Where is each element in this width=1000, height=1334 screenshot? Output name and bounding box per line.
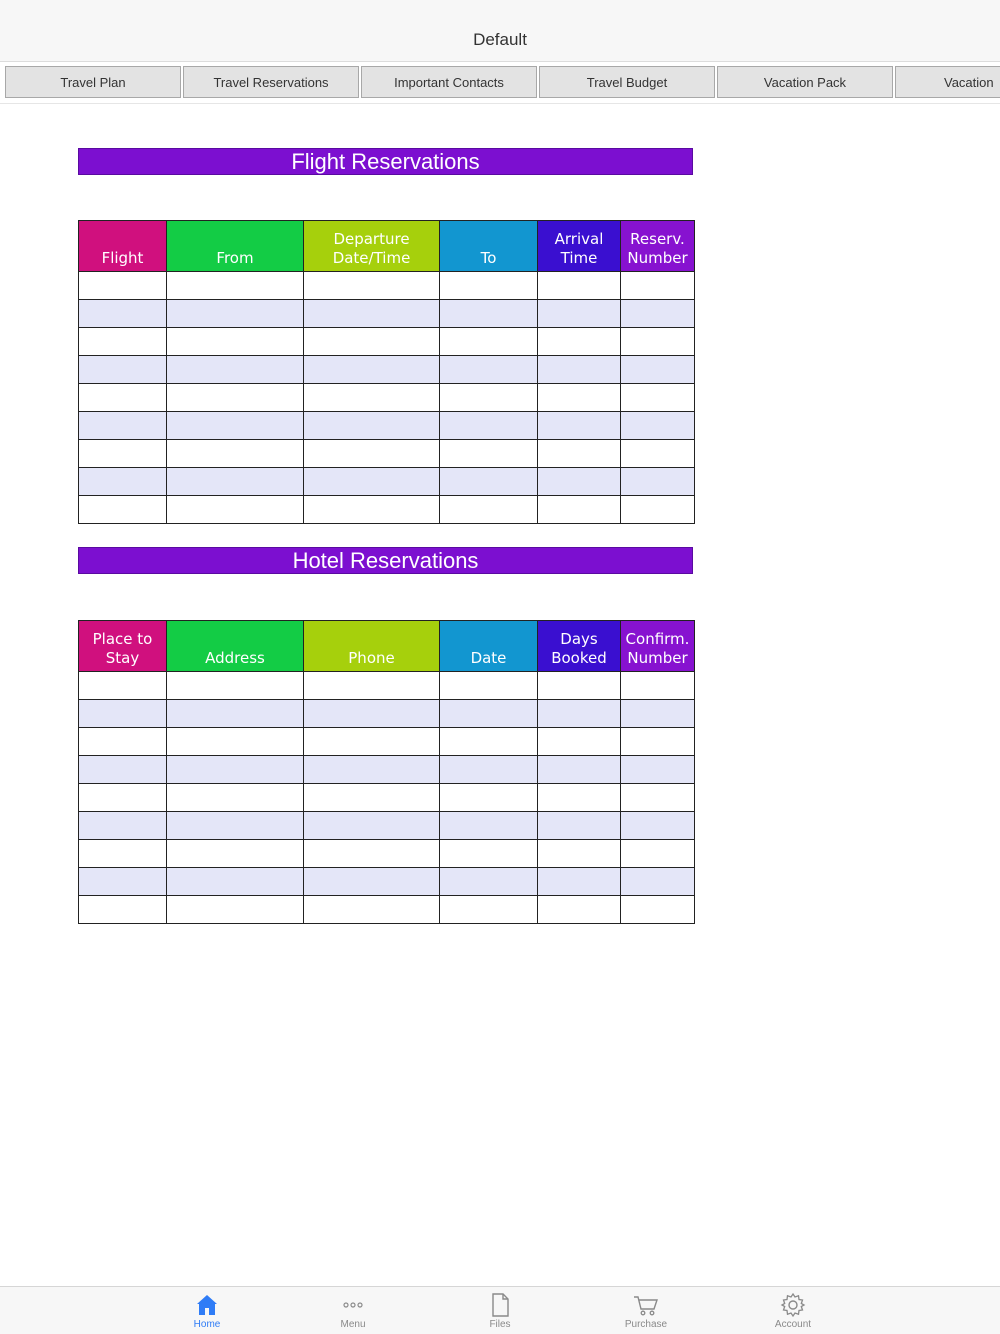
table-cell[interactable] [79,328,167,356]
table-cell[interactable] [621,700,695,728]
table-cell[interactable] [79,868,167,896]
table-cell[interactable] [538,496,621,524]
table-cell[interactable] [167,300,304,328]
navigation-bar [0,0,1000,62]
table-cell[interactable] [621,384,695,412]
table-cell[interactable] [440,700,538,728]
more-icon [313,1291,393,1319]
column-header: Date [440,621,538,672]
table-cell[interactable] [304,412,440,440]
table-cell[interactable] [167,756,304,784]
table-row [79,272,695,300]
table-cell[interactable] [621,328,695,356]
table-row [79,300,695,328]
table-cell[interactable] [538,728,621,756]
table-cell[interactable] [538,440,621,468]
table-cell[interactable] [304,672,440,700]
table-cell[interactable] [538,784,621,812]
table-cell[interactable] [538,672,621,700]
table-cell[interactable] [167,440,304,468]
table-cell[interactable] [440,896,538,924]
table-cell[interactable] [440,868,538,896]
flight-reservations-table [78,220,695,524]
table-cell[interactable] [79,412,167,440]
table-row [79,756,695,784]
table-cell[interactable] [167,700,304,728]
nav-label: Account [774,1319,812,1330]
table-cell[interactable] [79,840,167,868]
table-row [79,812,695,840]
table-cell[interactable] [304,384,440,412]
table-cell[interactable] [538,840,621,868]
page-title: Default [473,30,527,49]
nav-label: Home [193,1319,221,1330]
table-cell[interactable] [538,356,621,384]
table-cell[interactable] [79,300,167,328]
table-cell[interactable] [304,840,440,868]
table-row [79,384,695,412]
table-cell[interactable] [621,728,695,756]
table-cell[interactable] [304,868,440,896]
table-cell[interactable] [440,784,538,812]
table-cell[interactable] [79,896,167,924]
flight-reservations-title: Flight Reservations [78,148,693,175]
table-cell[interactable] [538,812,621,840]
table-cell[interactable] [167,412,304,440]
table-cell[interactable] [304,272,440,300]
table-row [79,840,695,868]
table-cell[interactable] [621,672,695,700]
table-cell[interactable] [304,756,440,784]
table-cell[interactable] [167,496,304,524]
table-row [79,868,695,896]
table-row [79,468,695,496]
table-cell[interactable] [167,272,304,300]
table-cell[interactable] [79,440,167,468]
tab-vacation[interactable]: Vacation [895,66,1000,98]
gear-icon [753,1291,833,1319]
table-row [79,356,695,384]
table-cell[interactable] [538,384,621,412]
home-icon [167,1291,247,1319]
column-header: Reserv. Number [621,221,695,272]
tab-travel-reservations[interactable]: Travel Reservations [183,66,359,98]
table-cell[interactable] [621,468,695,496]
table-cell[interactable] [440,300,538,328]
table-row [79,496,695,524]
table-cell[interactable] [167,728,304,756]
table-cell[interactable] [167,840,304,868]
table-cell[interactable] [621,300,695,328]
table-cell[interactable] [304,440,440,468]
nav-purchase[interactable] [606,1291,686,1330]
table-cell[interactable] [79,468,167,496]
table-cell[interactable] [621,356,695,384]
table-cell[interactable] [538,272,621,300]
tab-travel-plan[interactable]: Travel Plan [5,66,181,98]
table-cell[interactable] [621,896,695,924]
table-cell[interactable] [304,328,440,356]
table-cell[interactable] [440,440,538,468]
table-cell[interactable] [440,384,538,412]
cart-icon [606,1291,686,1319]
table-cell[interactable] [621,868,695,896]
table-row [79,896,695,924]
nav-menu[interactable] [313,1291,393,1330]
nav-files[interactable] [460,1291,540,1330]
table-cell[interactable] [440,812,538,840]
table-cell[interactable] [304,300,440,328]
table-cell[interactable] [621,496,695,524]
table-row [79,728,695,756]
table-cell[interactable] [440,672,538,700]
table-cell[interactable] [621,840,695,868]
table-row [79,412,695,440]
table-cell[interactable] [167,812,304,840]
table-cell[interactable] [304,784,440,812]
table-cell[interactable] [304,728,440,756]
table-cell[interactable] [538,412,621,440]
table-cell[interactable] [167,384,304,412]
nav-home[interactable] [167,1291,247,1330]
table-cell[interactable] [621,272,695,300]
column-header: Confirm. Number [621,621,695,672]
tab-important-contacts[interactable]: Important Contacts [361,66,537,98]
table-cell[interactable] [440,272,538,300]
table-header-row [79,621,695,672]
column-header: Departure Date/Time [304,221,440,272]
table-cell[interactable] [79,384,167,412]
table-cell[interactable] [440,728,538,756]
table-cell[interactable] [440,328,538,356]
table-cell[interactable] [304,812,440,840]
table-cell[interactable] [304,700,440,728]
table-cell[interactable] [167,868,304,896]
table-cell[interactable] [440,468,538,496]
column-header: Arrival Time [538,221,621,272]
column-header: Days Booked [538,621,621,672]
table-header-row [79,221,695,272]
table-cell[interactable] [79,272,167,300]
hotel-reservations-title: Hotel Reservations [78,547,693,574]
table-cell[interactable] [167,328,304,356]
table-cell[interactable] [621,784,695,812]
nav-label: Menu [340,1319,366,1330]
table-row [79,328,695,356]
nav-label: Files [489,1319,511,1330]
table-cell[interactable] [440,840,538,868]
table-cell[interactable] [79,784,167,812]
table-cell[interactable] [440,412,538,440]
table-cell[interactable] [167,896,304,924]
tab-vacation-pack[interactable]: Vacation Pack [717,66,893,98]
tab-bar [5,66,1000,100]
table-cell[interactable] [167,784,304,812]
table-cell[interactable] [440,756,538,784]
column-header: Phone [304,621,440,672]
table-cell[interactable] [621,412,695,440]
table-row [79,440,695,468]
table-row [79,784,695,812]
table-cell[interactable] [79,700,167,728]
column-header: Flight [79,221,167,272]
nav-account[interactable] [753,1291,833,1330]
table-cell[interactable] [440,356,538,384]
bottom-tab-bar [0,1286,1000,1334]
table-cell[interactable] [304,468,440,496]
table-row [79,700,695,728]
table-cell[interactable] [79,728,167,756]
table-cell[interactable] [538,300,621,328]
table-cell[interactable] [538,468,621,496]
table-cell[interactable] [440,496,538,524]
column-header: Address [167,621,304,672]
table-cell[interactable] [79,356,167,384]
table-cell[interactable] [79,756,167,784]
table-cell[interactable] [304,896,440,924]
table-cell[interactable] [304,356,440,384]
nav-label: Purchase [624,1319,668,1330]
column-header: To [440,221,538,272]
tab-travel-budget[interactable]: Travel Budget [539,66,715,98]
table-row [79,672,695,700]
table-cell[interactable] [167,356,304,384]
table-cell[interactable] [79,812,167,840]
table-cell[interactable] [79,672,167,700]
table-cell[interactable] [538,868,621,896]
table-cell[interactable] [538,328,621,356]
table-cell[interactable] [79,496,167,524]
divider [0,103,1000,104]
table-cell[interactable] [167,468,304,496]
hotel-reservations-table [78,620,695,924]
table-cell[interactable] [538,896,621,924]
table-cell[interactable] [167,672,304,700]
table-cell[interactable] [621,440,695,468]
table-cell[interactable] [621,812,695,840]
column-header: Place to Stay [79,621,167,672]
file-icon [460,1291,540,1319]
table-cell[interactable] [538,756,621,784]
column-header: From [167,221,304,272]
table-cell[interactable] [304,496,440,524]
table-cell[interactable] [538,700,621,728]
table-cell[interactable] [621,756,695,784]
